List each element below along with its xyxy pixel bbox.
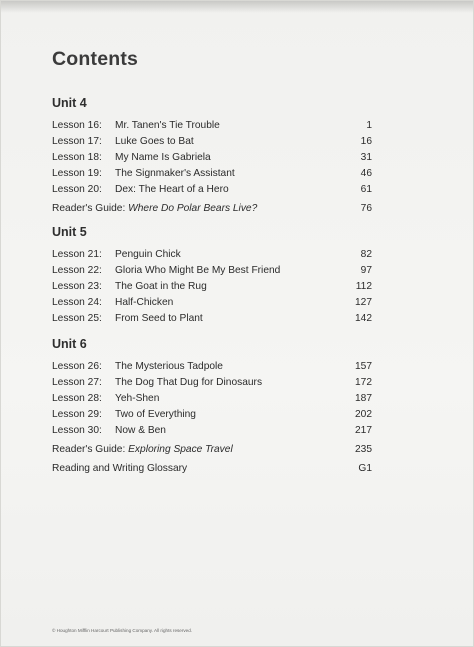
toc-entry[interactable] xyxy=(52,134,372,150)
toc-entry[interactable] xyxy=(52,166,372,182)
page-number: 76 xyxy=(360,203,372,214)
lesson-title: The Signmaker's Assistant xyxy=(115,168,235,179)
page-edge-shadow xyxy=(1,1,473,13)
lesson-number: Lesson 23: xyxy=(52,281,102,292)
lesson-number: Lesson 29: xyxy=(52,409,102,420)
readers-guide-entry[interactable] xyxy=(52,201,372,217)
toc-entry[interactable] xyxy=(52,150,372,166)
page-number: G1 xyxy=(358,463,372,474)
glossary-title: Reading and Writing Glossary xyxy=(52,463,188,474)
lesson-title: The Dog That Dug for Dinosaurs xyxy=(115,377,263,388)
toc-entry[interactable] xyxy=(52,263,372,279)
readers-guide-prefix: Reader's Guide: xyxy=(52,203,129,214)
page-title: Contents xyxy=(52,48,139,70)
page-number: 172 xyxy=(355,377,372,388)
lesson-title: Yeh-Shen xyxy=(115,393,160,404)
page-number: 112 xyxy=(355,281,372,292)
lesson-number: Lesson 21: xyxy=(52,249,102,260)
lesson-number: Lesson 24: xyxy=(52,297,102,308)
lesson-number: Lesson 22: xyxy=(52,265,102,276)
readers-guide-book-title: Exploring Space Travel xyxy=(128,444,233,455)
page-number: 97 xyxy=(360,265,372,276)
toc-entry[interactable] xyxy=(52,118,372,134)
readers-guide-prefix: Reader's Guide: xyxy=(52,444,129,455)
page-number: 235 xyxy=(355,444,372,455)
lesson-title: Penguin Chick xyxy=(115,249,181,260)
page-number: 157 xyxy=(355,361,372,372)
toc-entry[interactable] xyxy=(52,359,372,375)
readers-guide-title xyxy=(52,442,233,458)
toc-entry[interactable] xyxy=(52,423,372,439)
copyright-footer: © Houghton Mifflin Harcourt Publishing Company. All rights reserved. xyxy=(52,628,193,633)
readers-guide-entry[interactable] xyxy=(52,442,372,458)
unit-section-5 xyxy=(52,225,372,327)
page-number: 142 xyxy=(355,313,372,324)
lesson-title: My Name Is Gabriela xyxy=(115,152,211,163)
lesson-number: Lesson 30: xyxy=(52,425,102,436)
page-number: 1 xyxy=(366,120,372,131)
page-number: 82 xyxy=(360,249,372,260)
readers-guide-book-title: Where Do Polar Bears Live? xyxy=(128,203,258,214)
lesson-number: Lesson 17: xyxy=(52,136,102,147)
page-number: 187 xyxy=(355,393,372,404)
unit-heading: Unit 4 xyxy=(52,96,87,110)
page-number: 127 xyxy=(355,297,372,308)
lesson-title: Gloria Who Might Be My Best Friend xyxy=(115,265,281,276)
toc-entry[interactable] xyxy=(52,247,372,263)
toc-entry[interactable] xyxy=(52,391,372,407)
page-number: 31 xyxy=(360,152,372,163)
lesson-title: From Seed to Plant xyxy=(115,313,203,324)
unit-heading: Unit 6 xyxy=(52,337,87,351)
page-number: 61 xyxy=(360,184,372,195)
readers-guide-title xyxy=(52,201,257,217)
lesson-number: Lesson 28: xyxy=(52,393,102,404)
unit-section-6 xyxy=(52,337,372,477)
page-number: 46 xyxy=(360,168,372,179)
toc-entry[interactable] xyxy=(52,375,372,391)
lesson-number: Lesson 16: xyxy=(52,120,102,131)
lesson-title: The Goat in the Rug xyxy=(115,281,207,292)
lesson-number: Lesson 27: xyxy=(52,377,102,388)
lesson-title: The Mysterious Tadpole xyxy=(115,361,223,372)
lesson-title: Mr. Tanen's Tie Trouble xyxy=(115,120,220,131)
lesson-number: Lesson 25: xyxy=(52,313,102,324)
lesson-number: Lesson 19: xyxy=(52,168,102,179)
lesson-title: Luke Goes to Bat xyxy=(115,136,194,147)
page-number: 16 xyxy=(360,136,372,147)
lesson-number: Lesson 18: xyxy=(52,152,102,163)
glossary-entry[interactable] xyxy=(52,461,372,477)
toc-entry[interactable] xyxy=(52,311,372,327)
lesson-title: Two of Everything xyxy=(115,409,196,420)
lesson-title: Half-Chicken xyxy=(115,297,174,308)
toc-entry[interactable] xyxy=(52,295,372,311)
lesson-number: Lesson 20: xyxy=(52,184,102,195)
page-number: 202 xyxy=(355,409,372,420)
unit-heading: Unit 5 xyxy=(52,225,87,239)
lesson-number: Lesson 26: xyxy=(52,361,102,372)
page-number: 217 xyxy=(355,425,372,436)
lesson-title: Now & Ben xyxy=(115,425,166,436)
toc-entry[interactable] xyxy=(52,182,372,198)
lesson-title: Dex: The Heart of a Hero xyxy=(115,184,229,195)
toc-entry[interactable] xyxy=(52,279,372,295)
unit-section-4 xyxy=(52,96,372,217)
toc-entry[interactable] xyxy=(52,407,372,423)
